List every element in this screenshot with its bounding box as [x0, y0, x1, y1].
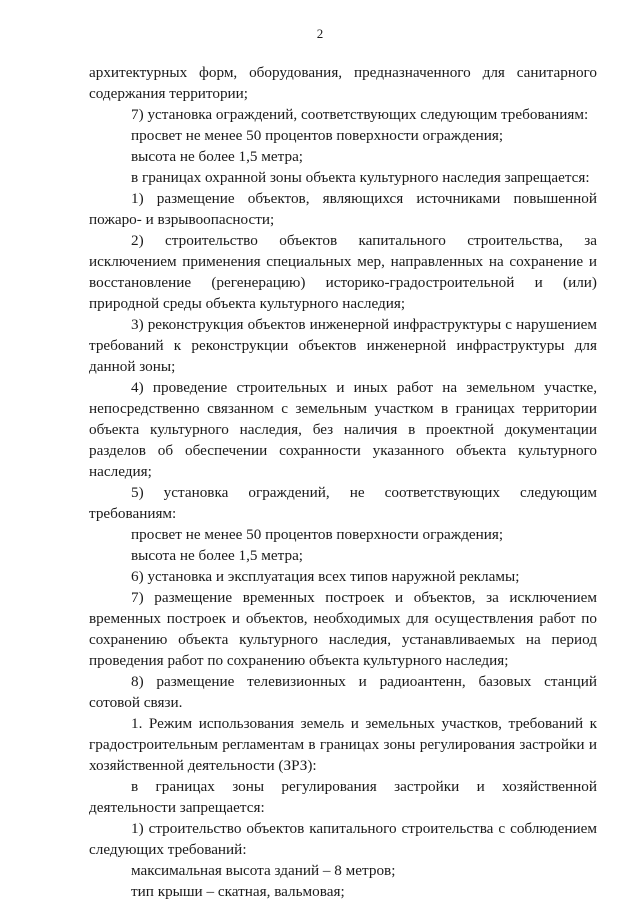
paragraph: 8) размещение телевизионных и радиоантенн, базовых станций сотовой связи.: [89, 673, 597, 711]
paragraph: 6) установка и эксплуатация всех типов наружной рекламы;: [131, 568, 520, 585]
document-body: [89, 62, 597, 902]
paragraph: 2) строительство объектов капитального строительства, за исключением применения специальных мер, направленных на сохранение и восстановление (регенерацию) историко-градостроительной и (или) природной среды объекта культурного наследия;: [89, 232, 597, 312]
paragraph: 7) установка ограждений, соответствующих следующим требованиям:: [131, 106, 589, 123]
page-number: 2: [316, 26, 324, 41]
paragraph: 3) реконструкция объектов инженерной инфраструктуры с нарушением требований к реконструкции объектов инженерной инфраструктуры для данной зоны;: [89, 316, 597, 375]
paragraph: в границах охранной зоны объекта культурного наследия запрещается:: [131, 169, 590, 186]
paragraph: 1. Режим использования земель и земельных участков, требований к градостроительным регламентам в границах зоны регулирования застройки и хозяйственной деятельности (ЗРЗ):: [89, 715, 597, 774]
paragraph: высота не более 1,5 метра;: [131, 148, 304, 165]
paragraph: архитектурных форм, оборудования, предназначенного для санитарного содержания территории;: [89, 64, 597, 102]
paragraph: 1) строительство объектов капитального строительства с соблюдением следующих требований:: [89, 820, 597, 858]
paragraph: 4) проведение строительных и иных работ на земельном участке, непосредственно связанном с земельным участком в границах территории объекта культурного наследия, без наличия в проектной документации разделов об обеспечении сохранности указанного объекта культурного наследия;: [89, 379, 597, 480]
paragraph: максимальная высота зданий – 8 метров;: [131, 862, 396, 879]
paragraph: тип крыши – скатная, вальмовая;: [131, 883, 345, 900]
paragraph: просвет не менее 50 процентов поверхности ограждения;: [131, 127, 504, 144]
paragraph: высота не более 1,5 метра;: [131, 547, 304, 564]
paragraph: 1) размещение объектов, являющихся источниками повышенной пожаро- и взрывоопасности;: [89, 190, 597, 228]
paragraph: 5) установка ограждений, не соответствующих следующим требованиям:: [89, 484, 597, 522]
paragraph: 7) размещение временных построек и объектов, за исключением временных построек и объектов, необходимых для осуществления работ по сохранению объекта культурного наследия, устанавливаемых на период проведения работ по сохранению объекта культурного наследия;: [89, 589, 597, 669]
paragraph: просвет не менее 50 процентов поверхности ограждения;: [131, 526, 504, 543]
paragraph: в границах зоны регулирования застройки и хозяйственной деятельности запрещается:: [89, 778, 597, 816]
